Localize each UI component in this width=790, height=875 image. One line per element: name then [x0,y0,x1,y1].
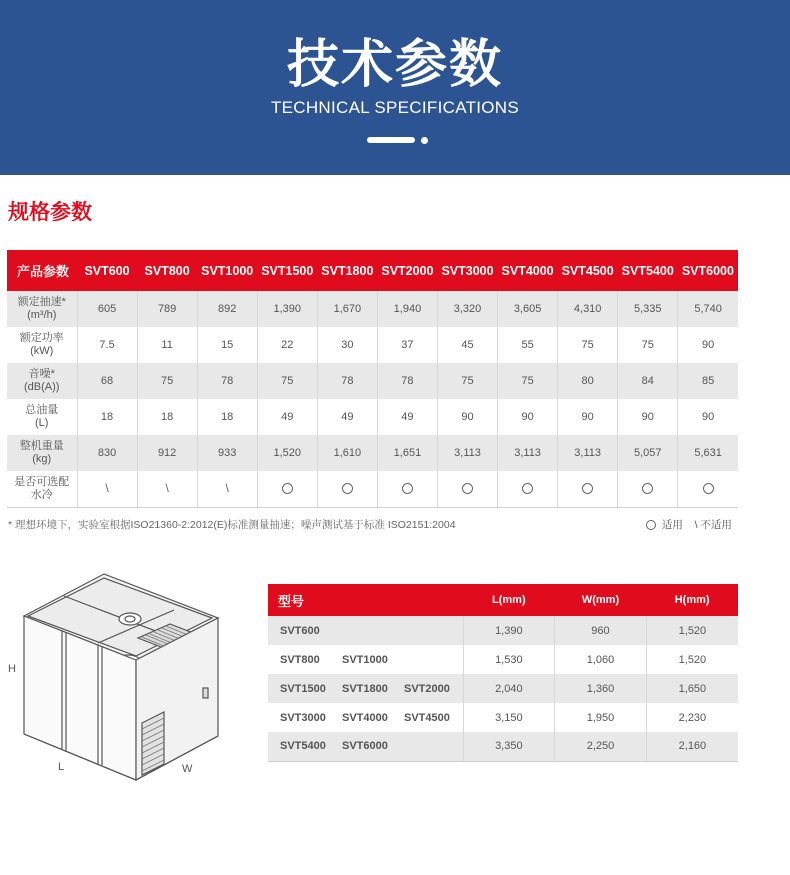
model-header: SVT4500 [558,250,618,291]
spec-cell: 78 [377,363,437,399]
dim-model-name: SVT1000 [342,653,388,666]
spec-cell: 90 [678,399,738,435]
spec-cell: 49 [257,399,317,435]
spec-cell [558,471,618,507]
dim-cell-w: 2,250 [555,732,647,761]
model-header: SVT4000 [498,250,558,291]
spec-cell: 75 [618,327,678,363]
spec-cell: 912 [137,435,197,471]
spec-row [7,435,738,471]
spec-cell: 49 [377,399,437,435]
spec-cell: 45 [437,327,497,363]
dim-model-name: SVT6000 [342,740,388,753]
legend-applicable: 适用 [661,519,683,531]
spec-cell: 1,520 [257,435,317,471]
spec-row-label-unit: (m³/h) [27,309,57,321]
dim-label-w: W [182,763,193,775]
dim-cell-h: 2,160 [646,732,738,761]
dim-row-models [268,732,463,761]
spec-row-label-unit: (dB(A)) [24,381,60,393]
spec-cell: 90 [678,327,738,363]
dim-cell-h: 1,520 [646,616,738,645]
spec-cell: 49 [317,399,377,435]
spec-cell [498,471,558,507]
dim-row [268,645,738,674]
spec-cell: 55 [498,327,558,363]
footnote: * 理想环境下，实验室根据ISO21360-2:2012(E)标准测量抽速；噪声测试基于标准 ISO2151:2004 [8,519,456,531]
circle-icon [462,483,473,494]
spec-row-label-main: 额定抽速* [17,296,66,308]
dim-model-name: SVT2000 [404,682,450,695]
spec-cell: 5,631 [678,435,738,471]
header-banner [0,0,790,175]
section-title: 规格参数 [8,200,92,224]
spec-cell [197,471,257,507]
spec-cell: 90 [498,399,558,435]
spec-cell: 80 [558,363,618,399]
dim-row-models [268,674,463,703]
dim-header-l: L(mm) [463,584,555,616]
spec-cell [317,471,377,507]
spec-row-label-main: 总油量 [25,404,59,416]
dim-model-name: SVT4000 [342,711,388,724]
spec-header-row [7,250,738,291]
spec-cell: 18 [137,399,197,435]
circle-icon [703,483,714,494]
spec-cell: 78 [197,363,257,399]
spec-cell [377,471,437,507]
dim-cell-w: 1,060 [555,645,647,674]
circle-icon [402,483,413,494]
spec-row-label-main: 音噪* [28,368,55,380]
spec-cell: 3,605 [498,291,558,327]
model-header: SVT600 [77,250,137,291]
spec-row-label [7,399,77,435]
spec-cell [137,471,197,507]
title-underline-dot [421,137,428,144]
spec-row-label-main: 额定功率 [19,332,64,344]
circle-icon [582,483,593,494]
spec-row-label-unit: (L) [35,417,49,429]
spec-cell: 90 [558,399,618,435]
spec-cell: 84 [618,363,678,399]
spec-cell: 75 [558,327,618,363]
spec-row-label [7,363,77,399]
title-underline-bar [367,137,415,143]
spec-cell: 85 [678,363,738,399]
dim-header-row [268,584,738,616]
circle-icon [522,483,533,494]
dim-model-name: SVT1800 [342,682,388,695]
spec-cell: 75 [137,363,197,399]
spec-cell: 789 [137,291,197,327]
model-header: SVT5400 [618,250,678,291]
spec-cell: 5,740 [678,291,738,327]
dim-model-name: SVT3000 [280,711,326,724]
spec-cell [678,471,738,507]
spec-cell: 22 [257,327,317,363]
spec-cell: 830 [77,435,137,471]
backslash-icon: \ [105,480,109,495]
spec-cell: 11 [137,327,197,363]
spec-cell [257,471,317,507]
circle-icon [342,483,353,494]
spec-cell: 3,320 [437,291,497,327]
dim-row [268,674,738,703]
model-header: SVT2000 [377,250,437,291]
legend [646,517,732,532]
circle-icon [282,483,293,494]
dim-cell-w: 1,950 [555,703,647,732]
page-title: 技术参数 [286,35,503,95]
compressor-diagram [6,568,236,788]
spec-cell: 15 [197,327,257,363]
spec-cell: 3,113 [498,435,558,471]
spec-cell: 1,651 [377,435,437,471]
spec-row-label-main: 整机重量 [19,440,64,452]
dim-cell-l: 2,040 [463,674,555,703]
dim-label-l: L [58,761,65,773]
spec-cell: 933 [197,435,257,471]
spec-cell: 7.5 [77,327,137,363]
spec-cell: 90 [437,399,497,435]
backslash-icon: \ [694,519,698,531]
model-header: SVT1800 [317,250,377,291]
spec-cell: 30 [317,327,377,363]
dimensions-table [268,584,738,762]
legend-not-applicable: 不适用 [700,519,732,531]
spec-cell: 3,113 [558,435,618,471]
spec-cell: 75 [257,363,317,399]
circle-icon [646,520,656,530]
dim-row-models [268,703,463,732]
dim-cell-l: 3,150 [463,703,555,732]
spec-cell: 1,610 [317,435,377,471]
spec-cell [77,471,137,507]
circle-icon [642,483,653,494]
backslash-icon: \ [165,480,169,495]
spec-cell [437,471,497,507]
spec-cell: 1,940 [377,291,437,327]
spec-cell: 90 [618,399,678,435]
page-subtitle: TECHNICAL SPECIFICATIONS [270,98,520,117]
spec-cell: 4,310 [558,291,618,327]
spec-corner-header: 产品参数 [7,250,77,291]
dim-cell-h: 1,650 [646,674,738,703]
spec-cell: 75 [437,363,497,399]
spec-cell: 892 [197,291,257,327]
dim-cell-l: 3,350 [463,732,555,761]
spec-cell: 37 [377,327,437,363]
model-header: SVT1000 [197,250,257,291]
dim-row [268,703,738,732]
model-header: SVT3000 [437,250,497,291]
spec-row-label-unit: (kW) [30,345,54,357]
spec-cell: 5,335 [618,291,678,327]
dim-cell-w: 960 [555,616,647,645]
spec-row-label [7,291,77,327]
spec-row [7,363,738,399]
dim-cell-l: 1,390 [463,616,555,645]
spec-cell: 3,113 [437,435,497,471]
spec-row-label [7,327,77,363]
dim-cell-h: 1,520 [646,645,738,674]
model-header: SVT800 [137,250,197,291]
dim-model-name: SVT800 [280,653,320,666]
dim-header-model: 型号 [268,584,463,616]
spec-cell: 605 [77,291,137,327]
spec-cell: 1,390 [257,291,317,327]
spec-cell [618,471,678,507]
spec-table [7,250,738,508]
spec-cell: 5,057 [618,435,678,471]
spec-row-label [7,471,77,507]
dim-cell-l: 1,530 [463,645,555,674]
spec-row [7,327,738,363]
spec-row-label-main: 是否可选配 [14,475,70,488]
model-header: SVT6000 [678,250,738,291]
spec-row-label [7,435,77,471]
dim-header-h: H(mm) [646,584,738,616]
spec-cell: 1,670 [317,291,377,327]
dim-label-h: H [8,663,16,675]
dim-row [268,732,738,761]
dim-model-name: SVT1500 [280,682,326,695]
spec-cell: 18 [77,399,137,435]
spec-cell: 68 [77,363,137,399]
spec-cell: 18 [197,399,257,435]
spec-row [7,471,738,507]
dim-cell-w: 1,360 [555,674,647,703]
spec-cell: 78 [317,363,377,399]
spec-cell: 75 [498,363,558,399]
spec-row [7,399,738,435]
spec-row-label-unit: 水冷 [30,488,53,501]
dim-cell-h: 2,230 [646,703,738,732]
dim-row-models [268,645,463,674]
spec-row-label-unit: (kg) [32,453,52,465]
dim-row [268,616,738,645]
backslash-icon: \ [225,480,229,495]
dim-model-name: SVT600 [280,624,320,637]
model-header: SVT1500 [257,250,317,291]
dim-row-models [268,616,463,645]
dim-model-name: SVT4500 [404,711,450,724]
spec-row [7,291,738,327]
dim-header-w: W(mm) [555,584,647,616]
dim-model-name: SVT5400 [280,740,326,753]
